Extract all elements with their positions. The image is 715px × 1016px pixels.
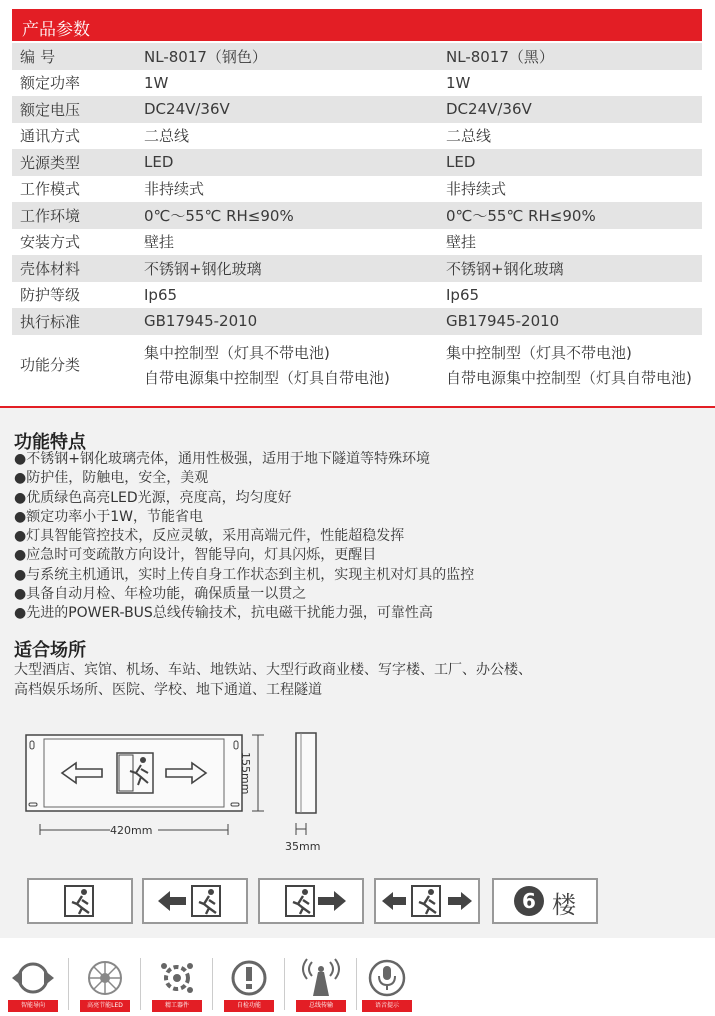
high-brightness-led-icon [80, 958, 130, 998]
sign-side-view [296, 733, 316, 813]
spec-value: 1W [446, 70, 702, 97]
spec-value: GB17945-2010 [144, 308, 446, 335]
voice-prompt-icon [362, 958, 412, 998]
right-arrow-exit-icon [260, 880, 362, 922]
table-row [12, 202, 702, 229]
width-dimension: 420mm [110, 824, 153, 837]
fine-parts-icon [152, 958, 202, 998]
table-row [12, 335, 702, 395]
running-man-icon [29, 880, 131, 922]
spec-value: 不锈钢+钢化玻璃 [446, 255, 702, 282]
function-type-1: 集中控制型（灯具不带电池) [144, 343, 330, 362]
spec-value [446, 335, 702, 395]
places-text [14, 660, 532, 700]
table-row [12, 176, 702, 203]
spec-key: 额定电压 [12, 96, 144, 123]
spec-value: Ip65 [144, 282, 446, 309]
icon-label: 总线传输 [296, 1000, 346, 1012]
spec-value: DC24V/36V [446, 96, 702, 123]
function-type-1: 集中控制型（灯具不带电池) [446, 343, 632, 362]
list-item: ●额定功率小于1W，节能省电 [14, 508, 203, 525]
list-item: ●灯具智能管控技术，反应灵敏，采用高端元件，性能超稳发挥 [14, 528, 405, 545]
list-item: ●先进的POWER-BUS总线传输技术，抗电磁干扰能力强，可靠性高 [14, 605, 433, 622]
spec-value: Ip65 [446, 282, 702, 309]
spec-value: GB17945-2010 [446, 308, 702, 335]
bus-transmission-icon [296, 958, 346, 998]
function-type-2: 自带电源集中控制型（灯具自带电池) [144, 368, 390, 387]
list-item: ●具备自动月检、年检功能，确保质量一以贯之 [14, 586, 307, 603]
icon-label: 语音提示 [362, 1000, 412, 1012]
spec-key: 额定功率 [12, 70, 144, 97]
list-item: ●与系统主机通讯，实时上传自身工作状态到主机，实现主机对灯具的监控 [14, 566, 475, 583]
places-line: 大型酒店、宾馆、机场、车站、地铁站、大型行政商业楼、写字楼、工厂、办公楼、 [14, 662, 532, 678]
spec-value: 壁挂 [144, 229, 446, 256]
table-row [12, 123, 702, 150]
list-item: ●不锈钢+钢化玻璃壳体，通用性极强，适用于地下隧道等特殊环境 [14, 451, 430, 467]
list-item: ●应急时可变疏散方向设计，智能导向，灯具闪烁，更醒目 [14, 547, 377, 564]
section-header [12, 9, 702, 41]
spec-value: NL-8017（钢色） [144, 43, 446, 70]
spec-key: 工作环境 [12, 202, 144, 229]
spec-value: 0℃～55℃ RH≤90% [446, 202, 702, 229]
spec-key: 通讯方式 [12, 123, 144, 150]
features-list [14, 450, 474, 624]
spec-value: LED [144, 149, 446, 176]
spec-table [12, 43, 702, 395]
list-item: ●防护佳，防触电，安全，美观 [14, 470, 209, 487]
spec-value: DC24V/36V [144, 96, 446, 123]
spec-value: LED [446, 149, 702, 176]
sign-variant-floor [492, 878, 598, 924]
spec-key: 功能分类 [12, 335, 144, 395]
spec-key: 工作模式 [12, 176, 144, 203]
spec-value: 非持续式 [446, 176, 702, 203]
floor-label: 楼 [552, 891, 576, 919]
table-row [12, 43, 702, 70]
spec-value: 非持续式 [144, 176, 446, 203]
bidirectional-exit-icon [376, 880, 478, 922]
depth-dimension: 35mm [285, 840, 321, 853]
table-row [12, 229, 702, 256]
sign-variant-right [258, 878, 364, 924]
spec-value: NL-8017（黑） [446, 43, 702, 70]
spec-value: 二总线 [144, 123, 446, 150]
list-item: ●优质绿色高亮LED光源，亮度高，均匀度好 [14, 489, 292, 506]
spec-key: 编 号 [12, 43, 144, 70]
icon-label: 智能导向 [8, 1000, 58, 1012]
icon-divider [356, 958, 357, 1010]
section-title: 产品参数 [22, 20, 90, 40]
spec-value: 0℃～55℃ RH≤90% [144, 202, 446, 229]
features-title: 功能特点 [14, 432, 86, 453]
height-dimension: 155mm [239, 752, 252, 795]
icon-label: 自检功能 [224, 1000, 274, 1012]
places-line: 高档娱乐场所、医院、学校、地下通道、工程隧道 [14, 682, 322, 698]
table-row [12, 70, 702, 97]
spec-value: 壁挂 [446, 229, 702, 256]
smart-guide-icon [8, 958, 58, 998]
icon-divider [284, 958, 285, 1010]
spec-value: 1W [144, 70, 446, 97]
sign-variant-left [142, 878, 248, 924]
sign-variant-exit [27, 878, 133, 924]
table-row [12, 282, 702, 309]
spec-value: 不锈钢+钢化玻璃 [144, 255, 446, 282]
spec-key: 光源类型 [12, 149, 144, 176]
function-type-2: 自带电源集中控制型（灯具自带电池) [446, 368, 692, 387]
spec-key: 执行标准 [12, 308, 144, 335]
left-arrow-exit-icon [144, 880, 246, 922]
sign-variant-both [374, 878, 480, 924]
spec-value [144, 335, 446, 395]
icon-label: 精工器件 [152, 1000, 202, 1012]
icon-divider [68, 958, 69, 1010]
table-row [12, 96, 702, 123]
floor-number-badge: 6 [514, 886, 544, 916]
spec-key: 安装方式 [12, 229, 144, 256]
self-test-icon [224, 958, 274, 998]
places-title: 适合场所 [14, 640, 86, 661]
table-row [12, 149, 702, 176]
table-row [12, 255, 702, 282]
spec-key: 壳体材料 [12, 255, 144, 282]
product-drawing [20, 725, 330, 855]
spec-value: 二总线 [446, 123, 702, 150]
table-row [12, 308, 702, 335]
icon-label: 高亮节能LED [80, 1000, 130, 1012]
spec-key: 防护等级 [12, 282, 144, 309]
icon-divider [140, 958, 141, 1010]
icon-divider [212, 958, 213, 1010]
